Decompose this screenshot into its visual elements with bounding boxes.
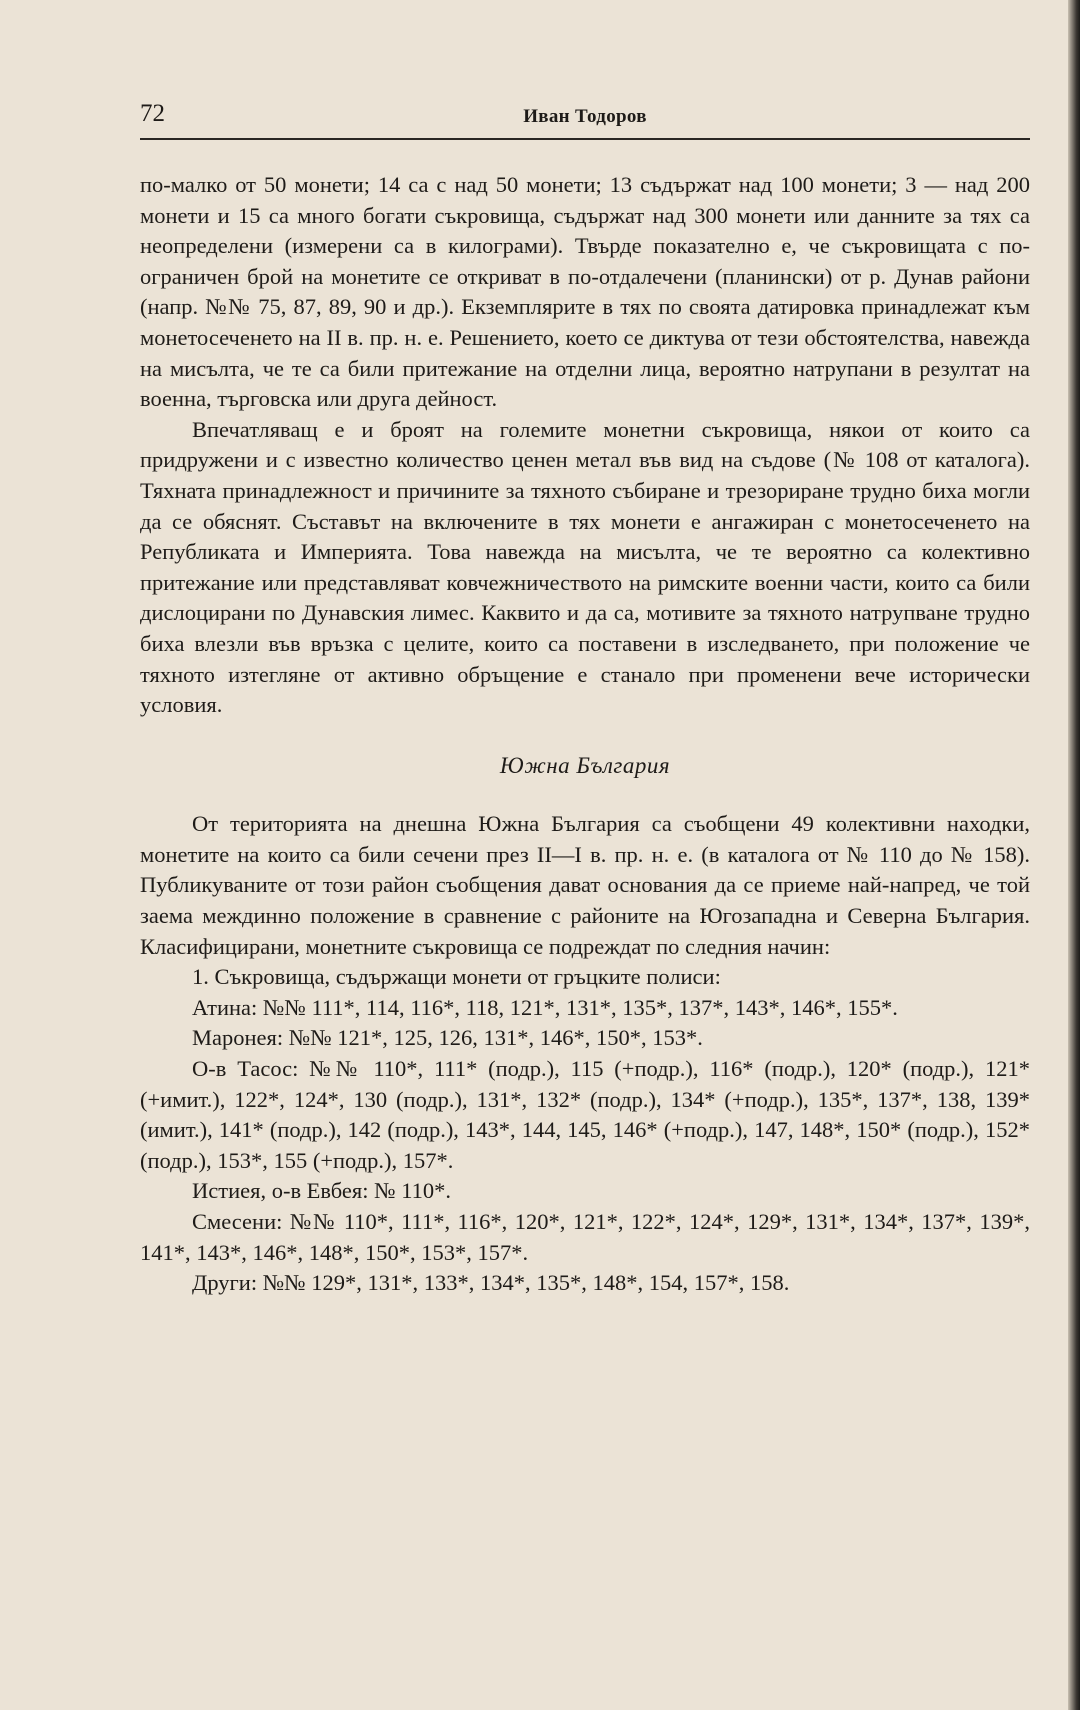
list-entry-istieya: Истиея, о-в Евбея: № 110*. <box>192 1178 452 1204</box>
list-entry-atina: Атина: №№ 111*, 114, 116*, 118, 121*, 131*, 135*, 137*, 143*, 146*, 155*. <box>192 994 898 1020</box>
running-head-author: Иван Тодоров <box>523 106 647 127</box>
page-edge-shadow <box>1068 0 1080 1710</box>
section-heading: Южна България <box>499 752 671 778</box>
paragraph-3: От територията на днешна Южна България са съобщени 49 колективни находки, монетите на които са били сечени през II—I в. пр. н. е. (в каталога от № 110 до № 158). Публикуваните от този район съобщения дават основания да се приеме най-напред, че той заема междинно положение в сравнение с районите на Югозападна и Северна България. Класифицирани, монетните съкровища се подреждат по следния начин: <box>140 811 1030 959</box>
page-body <box>140 170 1030 1299</box>
list-entry-drugi: Други: №№ 129*, 131*, 133*, 134*, 135*, 148*, 154, 157*, 158. <box>192 1270 790 1296</box>
list-entry-maroneya: Маронея: №№ 121*, 125, 126, 131*, 146*, 150*, 153*. <box>192 1025 703 1051</box>
page-header <box>140 98 1030 140</box>
paragraph-1: по-малко от 50 монети; 14 са с над 50 монети; 13 съдържат над 100 монети; 3 — над 200 монети и 15 са много богати съкровища, съдържат над 300 монети или данните за тях са неопределени (измерени са в килограми). Твърде показателно е, че съкровищата с по-ограничен брой на монетите се откриват в по-отдалечени (планински) от р. Дунав райони (напр. №№ 75, 87, 89, 90 и др.). Екземплярите в тях по своята датировка принадлежат към монетосеченето на II в. пр. н. е. Решението, което се диктува от тези обстоятелства, навежда на мисълта, че те са били притежание на отделни лица, вероятно натрупани в резултат на военна, търговска или друга дейност. <box>140 172 1030 412</box>
paragraph-4: 1. Съкровища, съдържащи монети от гръцките полиси: <box>192 964 721 990</box>
list-entry-smeseni: Смесени: №№ 110*, 111*, 116*, 120*, 121*, 122*, 124*, 129*, 131*, 134*, 137*, 139*, 141*, 143*, 146*, 148*, 150*, 153*, 157*. <box>140 1209 1030 1265</box>
list-entry-tasos: О-в Тасос: №№ 110*, 111* (подр.), 115 (+подр.), 116* (подр.), 120* (подр.), 121* (+имит.), 122*, 124*, 130 (подр.), 131*, 132* (подр.), 134* (+подр.), 135*, 137*, 138, 139* (имит.), 141* (подр.), 142 (подр.), 143*, 144, 145, 146* (+подр.), 147, 148*, 150* (подр.), 152* (подр.), 153*, 155 (+подр.), 157*. <box>140 1056 1030 1173</box>
paragraph-2: Впечатляващ е и броят на големите монетни съкровища, някои от които са придружени и с известно количество ценен метал във вид на съдове (№ 108 от каталога). Тяхната принадлежност и причините за тяхното събиране и трезориране трудно биха могли да се обяснят. Съставът на включените в тях монети е ангажиран с монетосеченето на Републиката и Империята. Това навежда на мисълта, че те вероятно са колективно притежание или представляват ковчежничеството на римските военни части, които са били дислоцирани по Дунавския лимес. Каквито и да са, мотивите за тяхното натрупване трудно биха влезли във връзка с целите, които са поставени в изследването, при положение че тяхното изтегляне от активно обръщение е станало при променени вече исторически условия. <box>140 416 1030 718</box>
page-number: 72 <box>140 100 165 127</box>
